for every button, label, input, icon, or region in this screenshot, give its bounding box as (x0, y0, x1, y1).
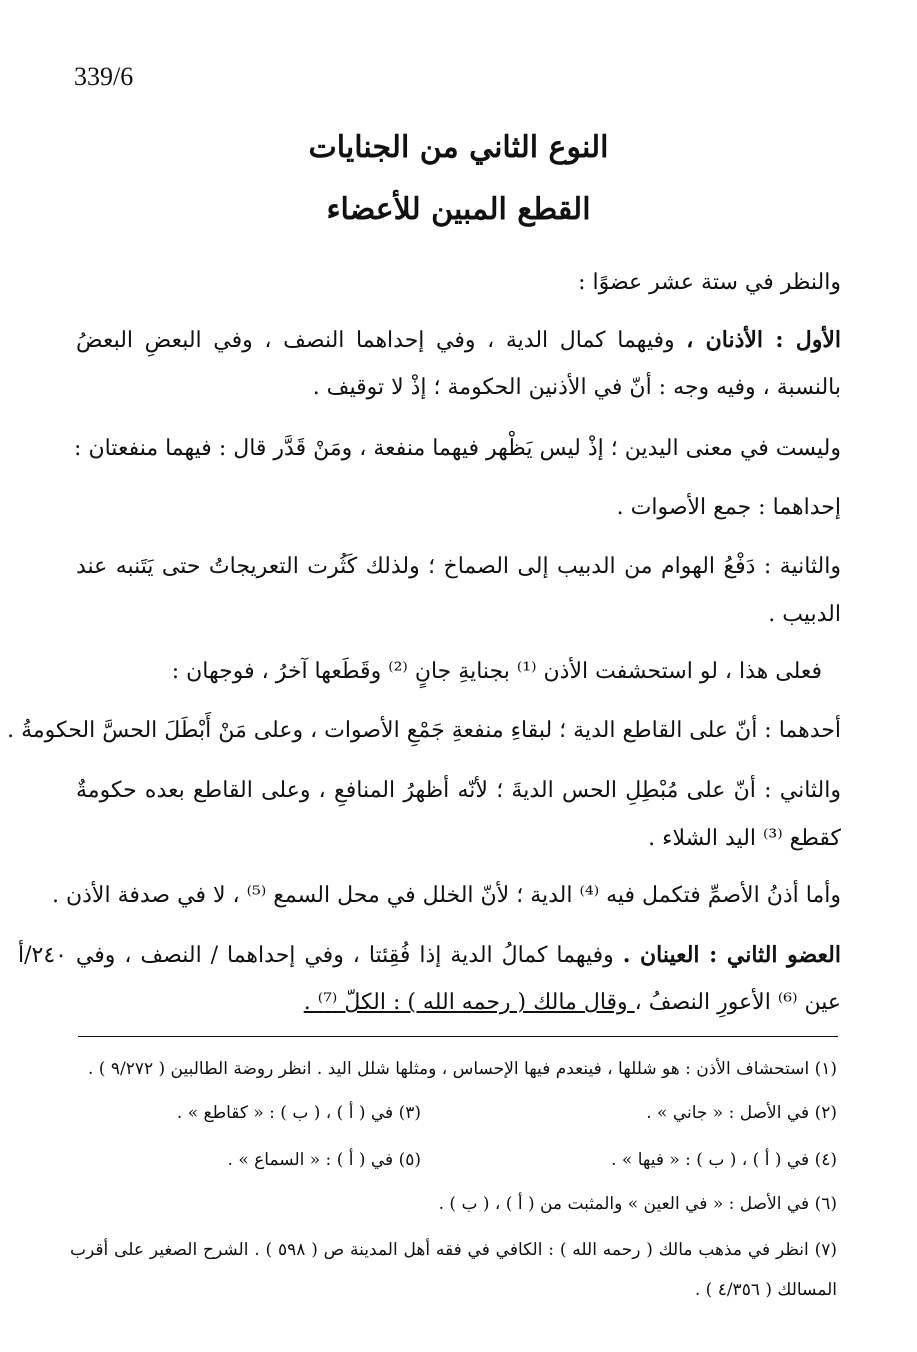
footnote: (٣) في ( أ ) ، ( ب ) : « كقاطع » . (176, 1103, 421, 1123)
footnote: (٧) انظر في مذهب مالك ( رحمه الله ) : الكافي في فقه أهل المدينة ص ( ٥٩٨ ) . الشرح الصغير على أقرب (70, 1240, 837, 1260)
body-line: إحداهما : جمع الأصوات . (616, 495, 841, 520)
footnote-divider (78, 1036, 838, 1037)
section-heading: العضو الثاني : العينان . (622, 942, 841, 968)
body-line: بالنسبة ، وفيه وجه : أنّ في الأذنين الحكومة ؛ إذْ لا توقيف . (312, 375, 841, 400)
body-line: أحدهما : أنّ على القاطع الدية ؛ لبقاءِ منفعةِ جَمْعِ الأصوات ، وعلى مَنْ أَبْطَلَ الحسَّ الحكومةُ . (7, 718, 841, 743)
body-text: عين ⁽⁶⁾ الأعورِ النصفُ ، (634, 990, 841, 1015)
body-line: والنظر في ستة عشر عضوًا : (578, 270, 841, 295)
body-line (304, 988, 841, 1018)
section-heading: الأول : الأذنان ، (686, 327, 842, 353)
body-line: والثاني : أنّ على مُبْطِلِ الحس الديةَ ؛ لأنّه أظهرُ المنافعِ ، وعلى القاطع بعده حكومةٌ (76, 778, 841, 803)
chapter-title: النوع الثاني من الجنايات (308, 130, 609, 165)
footnote: (٥) في ( أ ) : « السماع » . (227, 1150, 421, 1170)
footnote: (٢) في الأصل : « جاني » . (646, 1103, 837, 1123)
body-line: والثانية : دَفْعُ الهوام من الدبيب إلى الصماخ ؛ ولذلك كَثُرت التعريجاتُ حتى يَتَنبه عند (76, 554, 841, 579)
body-line: وليست في معنى اليدين ؛ إذْ ليس يَظْهر فيهما منفعة ، ومَنْ قَدَّر قال : فيهما منفعتان : (74, 436, 841, 461)
footnote: (٤) في ( أ ) ، ( ب ) : « فيها » . (611, 1150, 837, 1170)
body-line: وأما أذنُ الأصمِّ فتكمل فيه ⁽⁴⁾ الدية ؛ لأنّ الخلل في محل السمع ⁽⁵⁾ ، لا في صدفة الأذن . (51, 883, 841, 908)
body-line: الدبيب . (768, 602, 841, 627)
body-line: كقطع ⁽³⁾ اليد الشلاء . (648, 826, 841, 851)
body-line (76, 325, 841, 356)
page-number: 339/6 (74, 62, 134, 91)
footnote: (١) استحشاف الأذن : هو شللها ، فينعدم فيها الإحساس ، ومثلها شلل اليد . انظر روضة الطالبين ( ٩/٢٧٢ ) . (88, 1059, 837, 1079)
body-line (18, 940, 841, 971)
chapter-subtitle: القطع المبين للأعضاء (326, 192, 591, 227)
body-text: وفيهما كمال الدية ، وفي إحداهما النصف ، وفي البعضِ البعضُ (76, 328, 687, 353)
underlined-text: وقال مالك ( رحمه الله ) : الكلّ ⁽⁷⁾ . (303, 990, 635, 1015)
body-line: فعلى هذا ، لو استحشفت الأذن ⁽¹⁾ بجنايةِ جانٍ ⁽²⁾ وقَطَعها آخرُ ، فوجهان : (171, 659, 822, 684)
footnote: المسالك ( ٤/٣٥٦ ) . (694, 1280, 837, 1300)
footnote: (٦) في الأصل : « في العين » والمثبت من ( أ ) ، ( ب ) . (438, 1194, 837, 1214)
body-text: وفيهما كمالُ الدية إذا فُقِئتا ، وفي إحداهما / النصف ، وفي ٢٤٠/أ (18, 943, 623, 968)
